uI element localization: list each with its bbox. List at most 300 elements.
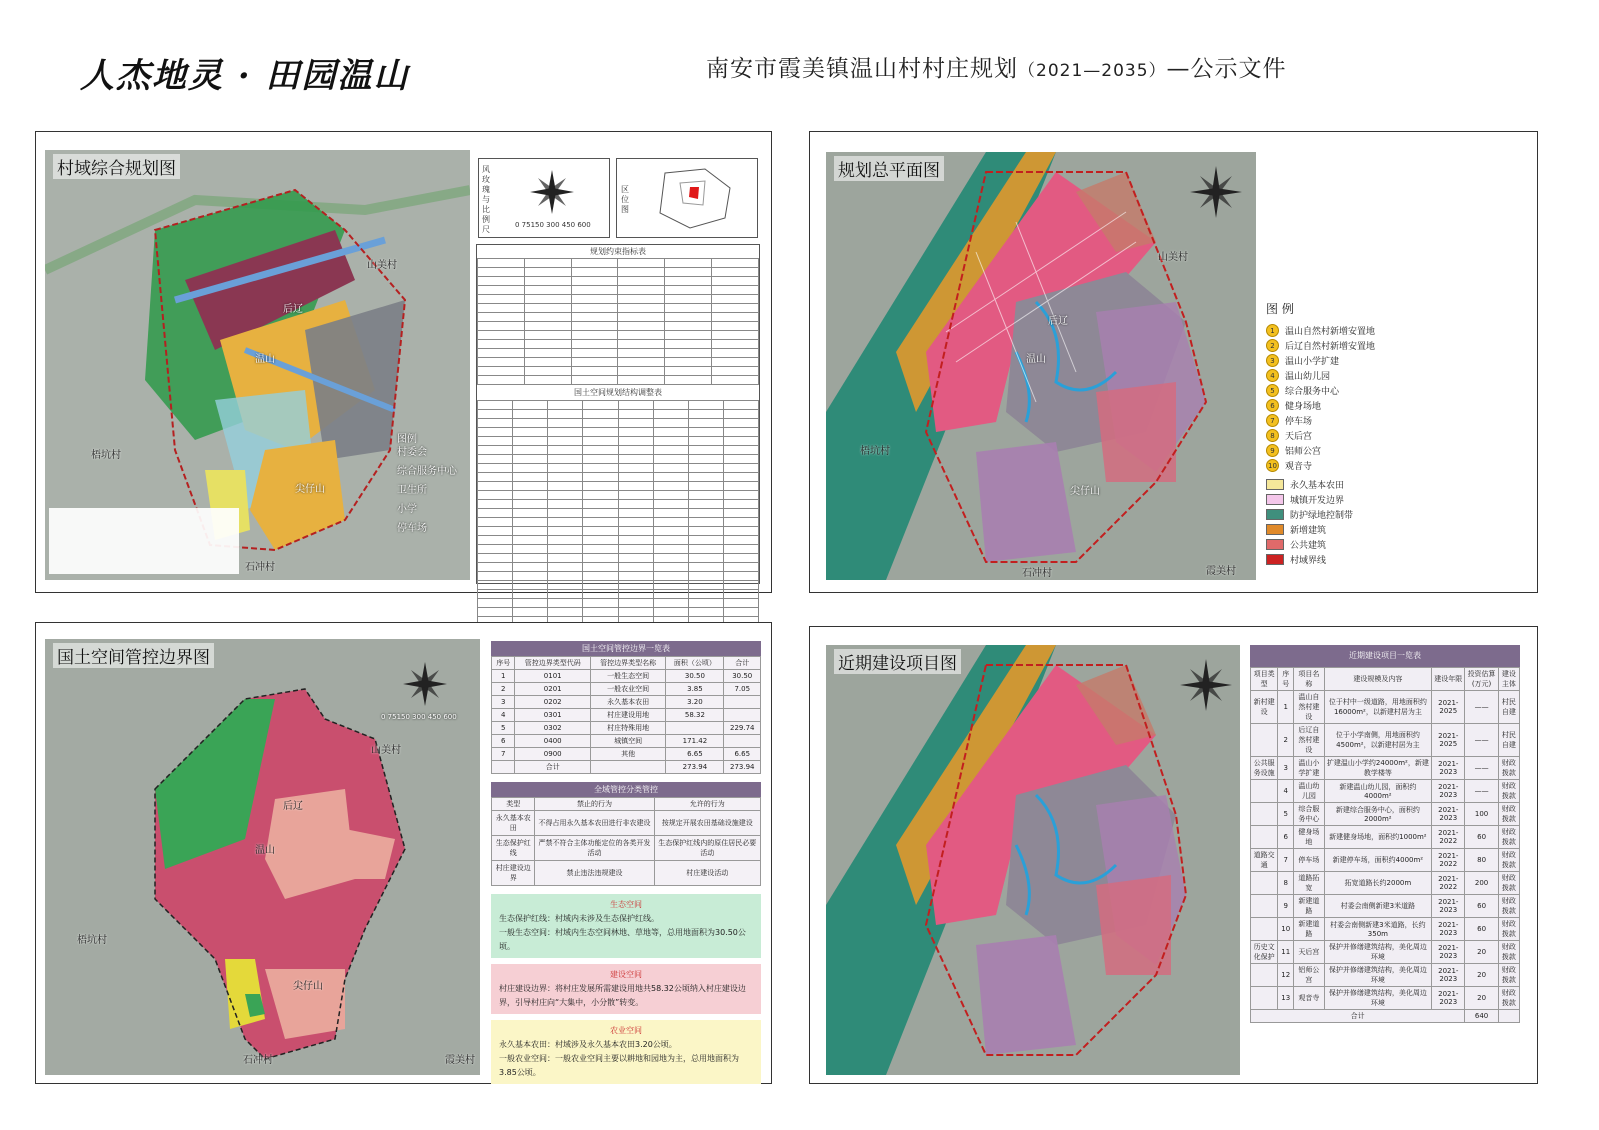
- location-map-icon: [635, 163, 755, 233]
- structure-table: [477, 400, 759, 626]
- structure-row: [478, 563, 759, 572]
- legend-service-center: 综合服务中心: [397, 466, 457, 477]
- structure-cell: [653, 572, 688, 581]
- constraint-cell: [665, 286, 712, 295]
- legend-numbered-item: [1266, 443, 1466, 458]
- rules-cell: 村庄建设活动: [654, 861, 760, 886]
- structure-cell: [723, 401, 758, 410]
- project-cell-name: 健身场地: [1294, 826, 1324, 849]
- structure-cell: [723, 554, 758, 563]
- structure-cell: [688, 482, 723, 491]
- structure-cell: [478, 437, 513, 446]
- structure-cell: [653, 581, 688, 590]
- rules-row: [492, 836, 761, 861]
- structure-cell: [653, 599, 688, 608]
- p2-label-houliao: 后辽: [1048, 316, 1068, 327]
- structure-cell: [688, 545, 723, 554]
- structure-cell: [723, 509, 758, 518]
- structure-cell: [723, 590, 758, 599]
- project-cell-org: 财政拨款: [1498, 964, 1519, 987]
- structure-cell: [653, 608, 688, 617]
- legend-swatch-label: 防护绿地控制带: [1290, 511, 1354, 521]
- structure-cell: [513, 491, 548, 500]
- structure-cell: [478, 410, 513, 419]
- constraint-cell: [712, 295, 759, 304]
- structure-cell: [513, 599, 548, 608]
- location-map-box: [616, 158, 758, 238]
- project-header-cell: 投资估算(万元): [1465, 668, 1499, 691]
- structure-cell: [548, 554, 583, 563]
- project-cell-year: 2021-2023: [1432, 757, 1465, 780]
- structure-row: [478, 590, 759, 599]
- project-cell-org: 财政拨款: [1498, 826, 1519, 849]
- project-cell-year: 2021-2023: [1432, 895, 1465, 918]
- project-row: [1251, 826, 1520, 849]
- constraint-row: [478, 259, 759, 268]
- project-cell-type: 道路交通: [1251, 849, 1278, 872]
- constraint-row: [478, 295, 759, 304]
- structure-cell: [653, 428, 688, 437]
- structure-cell: [653, 446, 688, 455]
- structure-cell: [688, 563, 723, 572]
- constraint-row: [478, 367, 759, 376]
- constraint-cell: [524, 331, 571, 340]
- location-map-title: 区位图: [621, 185, 629, 214]
- project-cell-type: 公共服务设施: [1251, 757, 1278, 780]
- constraint-cell: [524, 313, 571, 322]
- structure-cell: [688, 572, 723, 581]
- structure-cell: [618, 536, 653, 545]
- scale-bar-text: 0 75150 300 450 600: [515, 221, 591, 229]
- agri-line-1: 永久基本农田：村域涉及永久基本农田3.20公顷。: [499, 1040, 677, 1049]
- structure-cell: [548, 455, 583, 464]
- control-scale-text: 0 75150 300 450 600: [381, 713, 457, 721]
- project-cell-year: 2021-2023: [1432, 803, 1465, 826]
- control-header-cell: 面积（公顷）: [666, 657, 724, 670]
- p2-label-xiamei: 霞美村: [1206, 566, 1236, 577]
- structure-cell: [478, 590, 513, 599]
- project-total-row: [1251, 1010, 1520, 1023]
- structure-cell: [548, 491, 583, 500]
- project-row: [1251, 691, 1520, 724]
- structure-cell: [583, 419, 618, 428]
- slogan: 人杰地灵 · 田园温山: [80, 56, 410, 96]
- p3-label-houliao: 后辽: [283, 801, 303, 812]
- constraint-cell: [618, 358, 665, 367]
- structure-cell: [513, 419, 548, 428]
- control-row: [492, 735, 761, 748]
- wind-rose-title: 风玫瑰与比例尺: [482, 165, 490, 234]
- project-cell-name: 新建道路: [1294, 895, 1324, 918]
- structure-cell: [478, 473, 513, 482]
- constraint-cell: [478, 277, 525, 286]
- rules-title: 全域管控分类管控: [491, 782, 761, 797]
- control-cell: [666, 722, 724, 735]
- project-cell-name: 综合服务中心: [1294, 803, 1324, 826]
- project-cell-cost: 20: [1465, 987, 1499, 1010]
- legend-swatch-item: [1266, 537, 1466, 552]
- structure-cell: [688, 419, 723, 428]
- master-plan-legend: [1266, 300, 1466, 567]
- structure-cell: [583, 563, 618, 572]
- constraint-cell: [571, 286, 618, 295]
- structure-cell: [478, 536, 513, 545]
- project-cell-n: 1: [1278, 691, 1294, 724]
- constraint-cell: [524, 358, 571, 367]
- project-cell-type: [1251, 724, 1278, 757]
- place-label-jianzaishan: 尖仔山: [295, 484, 325, 495]
- legend-swatch-item: [1266, 522, 1466, 537]
- constraint-cell: [665, 313, 712, 322]
- project-cell-org: 财政拨款: [1498, 941, 1519, 964]
- document-title: [706, 50, 1287, 83]
- control-cell: 30.50: [666, 670, 724, 683]
- project-cell-year: 2021-2023: [1432, 987, 1465, 1010]
- constraint-cell: [618, 268, 665, 277]
- structure-cell: [653, 536, 688, 545]
- project-cell-n: 10: [1278, 918, 1294, 941]
- project-header-cell: 序号: [1278, 668, 1294, 691]
- legend-number-badge: 3: [1266, 354, 1279, 367]
- rules-header-cell: 禁止的行为: [535, 798, 654, 811]
- structure-cell: [513, 536, 548, 545]
- constraint-cell: [524, 340, 571, 349]
- legend-number-badge: 4: [1266, 369, 1279, 382]
- constraint-cell: [665, 259, 712, 268]
- control-cell: 5: [492, 722, 515, 735]
- constraint-cell: [571, 304, 618, 313]
- structure-cell: [723, 473, 758, 482]
- project-cell-org: 财政拨款: [1498, 803, 1519, 826]
- legend-swatch: [1266, 494, 1284, 505]
- legend-numbered-item: [1266, 428, 1466, 443]
- structure-row: [478, 473, 759, 482]
- legend-numbered-label: 观音寺: [1285, 462, 1313, 472]
- structure-cell: [548, 437, 583, 446]
- structure-cell: [653, 563, 688, 572]
- control-cell: [724, 709, 761, 722]
- control-cell: [724, 735, 761, 748]
- control-header-cell: 序号: [492, 657, 515, 670]
- p3-label-jianzaishan: 尖仔山: [293, 981, 323, 992]
- constraint-cell: [618, 277, 665, 286]
- structure-cell: [618, 464, 653, 473]
- structure-cell: [688, 509, 723, 518]
- project-cell-name: 温山自然村建设: [1294, 691, 1324, 724]
- structure-cell: [478, 527, 513, 536]
- structure-cell: [513, 581, 548, 590]
- control-cell: 1: [492, 670, 515, 683]
- project-row: [1251, 964, 1520, 987]
- structure-cell: [653, 509, 688, 518]
- structure-cell: [688, 590, 723, 599]
- p3-label-shichong: 石冲村: [243, 1055, 273, 1066]
- control-cell: 合计: [515, 761, 590, 774]
- project-cell-cost: 60: [1465, 918, 1499, 941]
- structure-cell: [688, 410, 723, 419]
- structure-cell: [513, 410, 548, 419]
- structure-cell: [548, 482, 583, 491]
- structure-cell: [618, 554, 653, 563]
- rules-row: [492, 811, 761, 836]
- structure-cell: [513, 464, 548, 473]
- control-boundary-map[interactable]: [45, 639, 480, 1075]
- structure-cell: [548, 590, 583, 599]
- eco-space-title: 生态空间: [610, 900, 642, 909]
- project-cell-cost: ——: [1465, 757, 1499, 780]
- project-cell-type: [1251, 826, 1278, 849]
- p2-label-wenshan: 温山: [1026, 354, 1046, 365]
- project-cell-type: [1251, 918, 1278, 941]
- project-cell-year: 2021-2022: [1432, 872, 1465, 895]
- structure-cell: [618, 491, 653, 500]
- project-row: [1251, 872, 1520, 895]
- constraint-cell: [571, 313, 618, 322]
- project-table-title: 近期建设项目一览表: [1250, 645, 1520, 667]
- project-header-row: [1251, 668, 1520, 691]
- structure-cell: [653, 410, 688, 419]
- structure-cell: [688, 527, 723, 536]
- structure-cell: [618, 419, 653, 428]
- constraint-cell: [618, 367, 665, 376]
- control-table-title: 国土空间管控边界一览表: [491, 641, 761, 656]
- structure-cell: [548, 500, 583, 509]
- constraint-cell: [712, 358, 759, 367]
- legend-numbered-label: 温山小学扩建: [1285, 357, 1340, 367]
- legend-numbered-item: [1266, 413, 1466, 428]
- structure-cell: [618, 545, 653, 554]
- constraint-cell: [665, 358, 712, 367]
- constraint-row: [478, 313, 759, 322]
- structure-cell: [513, 428, 548, 437]
- structure-cell: [513, 590, 548, 599]
- constraint-cell: [618, 295, 665, 304]
- structure-cell: [653, 545, 688, 554]
- constraint-row: [478, 286, 759, 295]
- legend-swatch-item: [1266, 492, 1466, 507]
- legend-number-badge: 5: [1266, 384, 1279, 397]
- structure-cell: [478, 455, 513, 464]
- project-cell-desc: 拓宽道路长约2000m: [1324, 872, 1432, 895]
- legend-swatch: [1266, 524, 1284, 535]
- structure-cell: [688, 446, 723, 455]
- legend-numbered-item: [1266, 338, 1466, 353]
- structure-cell: [583, 590, 618, 599]
- constraint-cell: [665, 367, 712, 376]
- control-cell: 171.42: [666, 735, 724, 748]
- project-cell-org: 财政拨款: [1498, 918, 1519, 941]
- structure-cell: [723, 545, 758, 554]
- place-label-wukeng: 梧坑村: [91, 450, 121, 461]
- constraint-cell: [571, 277, 618, 286]
- project-cell-org: 村民自建: [1498, 724, 1519, 757]
- structure-cell: [723, 518, 758, 527]
- structure-cell: [478, 401, 513, 410]
- structure-cell: [618, 599, 653, 608]
- structure-cell: [653, 527, 688, 536]
- structure-cell: [583, 554, 618, 563]
- control-boundary-title: 国土空间管控边界图: [53, 643, 214, 668]
- structure-cell: [548, 410, 583, 419]
- structure-cell: [583, 491, 618, 500]
- constraint-cell: [571, 259, 618, 268]
- constraint-cell: [665, 349, 712, 358]
- project-cell-n: 8: [1278, 872, 1294, 895]
- constraint-cell: [712, 268, 759, 277]
- constraint-row: [478, 376, 759, 385]
- structure-cell: [723, 536, 758, 545]
- structure-cell: [548, 518, 583, 527]
- structure-cell: [688, 581, 723, 590]
- structure-cell: [548, 545, 583, 554]
- structure-cell: [478, 509, 513, 518]
- project-cell-year: 2021-2022: [1432, 826, 1465, 849]
- constraint-row: [478, 340, 759, 349]
- control-cell: 3: [492, 696, 515, 709]
- project-cell-org: 财政拨款: [1498, 849, 1519, 872]
- project-cell-type: [1251, 895, 1278, 918]
- master-plan-map[interactable]: [826, 152, 1256, 580]
- constraint-cell: [618, 259, 665, 268]
- project-table: [1250, 667, 1520, 1023]
- build-line-1: 村庄建设边界：将村庄发展所需建设用地共58.32公顷纳入村庄建设边界，引导村庄向“大集中，小分散”转变。: [499, 984, 746, 1007]
- structure-cell: [653, 419, 688, 428]
- project-cell-desc: 位于村中一级道路，用地面积约16000m²，以新建村居为主: [1324, 691, 1432, 724]
- project-cell-n: 9: [1278, 895, 1294, 918]
- project-cell-cost: ——: [1465, 724, 1499, 757]
- control-cell: 0202: [515, 696, 590, 709]
- structure-cell: [513, 572, 548, 581]
- constraint-table-box: [476, 244, 760, 584]
- project-cell-name: 停车场: [1294, 849, 1324, 872]
- place-label-wenshan: 温山: [255, 354, 275, 365]
- legend-numbered-item: [1266, 383, 1466, 398]
- legend-swatch: [1266, 554, 1284, 565]
- constraint-cell: [571, 358, 618, 367]
- project-cell-desc: 新建综合服务中心，面积约2000m²: [1324, 803, 1432, 826]
- project-row: [1251, 918, 1520, 941]
- title-suffix: —公示文件: [1166, 56, 1287, 82]
- structure-cell: [723, 608, 758, 617]
- constraint-cell: [618, 304, 665, 313]
- structure-cell: [513, 500, 548, 509]
- project-cell-n: 2: [1278, 724, 1294, 757]
- rules-cell: 生态保护红线内的原住居民必要活动: [654, 836, 760, 861]
- control-cell: 永久基本农田: [590, 696, 665, 709]
- panel-master-plan: [809, 131, 1538, 593]
- structure-cell: [478, 572, 513, 581]
- p2-label-wukeng: 梧坑村: [860, 446, 890, 457]
- constraint-cell: [571, 295, 618, 304]
- structure-cell: [548, 509, 583, 518]
- structure-cell: [653, 437, 688, 446]
- structure-row: [478, 581, 759, 590]
- village-plan-title: 村域综合规划图: [53, 154, 180, 179]
- project-cell-year: 2021-2025: [1432, 724, 1465, 757]
- village-plan-map[interactable]: [45, 150, 470, 580]
- build-space-title: 建设空间: [610, 970, 642, 979]
- rules-cell: 不得占用永久基本农田进行非农建设: [535, 811, 654, 836]
- structure-cell: [723, 572, 758, 581]
- near-term-title: 近期建设项目图: [834, 649, 961, 674]
- project-cell-type: 新村建设: [1251, 691, 1278, 724]
- legend-number-badge: 6: [1266, 399, 1279, 412]
- project-cell-desc: 村委会南侧新建3米道路: [1324, 895, 1432, 918]
- control-cell: [590, 761, 665, 774]
- structure-cell: [723, 410, 758, 419]
- constraint-cell: [712, 322, 759, 331]
- place-label-houliao: 后辽: [283, 304, 303, 315]
- project-total-empty: [1498, 1010, 1519, 1023]
- structure-cell: [513, 554, 548, 563]
- constraint-cell: [478, 376, 525, 385]
- project-cell-year: 2021-2023: [1432, 964, 1465, 987]
- control-cell: 一般生态空间: [590, 670, 665, 683]
- project-total-label: 合计: [1251, 1010, 1465, 1023]
- structure-cell: [513, 509, 548, 518]
- structure-cell: [618, 455, 653, 464]
- project-cell-org: 财政拨款: [1498, 757, 1519, 780]
- legend-numbered-label: 停车场: [1285, 417, 1313, 427]
- structure-cell: [723, 581, 758, 590]
- p2-label-shichong: 石冲村: [1022, 568, 1052, 579]
- project-cell-cost: 20: [1465, 964, 1499, 987]
- structure-cell: [688, 464, 723, 473]
- project-cell-org: 财政拨款: [1498, 895, 1519, 918]
- legend-swatch-item: [1266, 552, 1466, 567]
- constraint-table-title: 规划约束指标表: [590, 247, 646, 256]
- structure-cell: [723, 446, 758, 455]
- legend-number-badge: 7: [1266, 414, 1279, 427]
- constraint-row: [478, 277, 759, 286]
- structure-cell: [583, 608, 618, 617]
- structure-cell: [653, 491, 688, 500]
- project-cell-org: 财政拨款: [1498, 872, 1519, 895]
- constraint-row: [478, 331, 759, 340]
- legend-swatch-label: 公共建筑: [1290, 541, 1327, 551]
- structure-cell: [723, 464, 758, 473]
- constraint-cell: [478, 349, 525, 358]
- structure-row: [478, 518, 759, 527]
- constraint-cell: [712, 349, 759, 358]
- agri-line-2: 一般农业空间：一般农业空间主要以耕地和园地为主，总用地面积为3.85公顷。: [499, 1054, 739, 1077]
- project-cell-name: 新建道路: [1294, 918, 1324, 941]
- constraint-cell: [524, 286, 571, 295]
- project-cell-type: [1251, 780, 1278, 803]
- structure-row: [478, 545, 759, 554]
- legend-swatch-item: [1266, 507, 1466, 522]
- near-term-map[interactable]: [826, 645, 1240, 1075]
- legend-swatch: [1266, 539, 1284, 550]
- legend-numbered-label: 综合服务中心: [1285, 387, 1340, 397]
- title-main: 南安市霞美镇温山村村庄规划: [706, 56, 1018, 82]
- project-cell-n: 5: [1278, 803, 1294, 826]
- control-cell: 0302: [515, 722, 590, 735]
- constraint-row: [478, 304, 759, 313]
- structure-cell: [478, 446, 513, 455]
- structure-cell: [583, 410, 618, 419]
- structure-cell: [688, 500, 723, 509]
- control-compass-icon: [400, 659, 450, 709]
- control-cell: 其他: [590, 748, 665, 761]
- control-cell: 30.50: [724, 670, 761, 683]
- structure-cell: [478, 518, 513, 527]
- structure-row: [478, 608, 759, 617]
- control-row: [492, 722, 761, 735]
- structure-cell: [618, 473, 653, 482]
- constraint-cell: [478, 295, 525, 304]
- project-cell-desc: 保护并修缮建筑结构，美化周边环境: [1324, 987, 1432, 1010]
